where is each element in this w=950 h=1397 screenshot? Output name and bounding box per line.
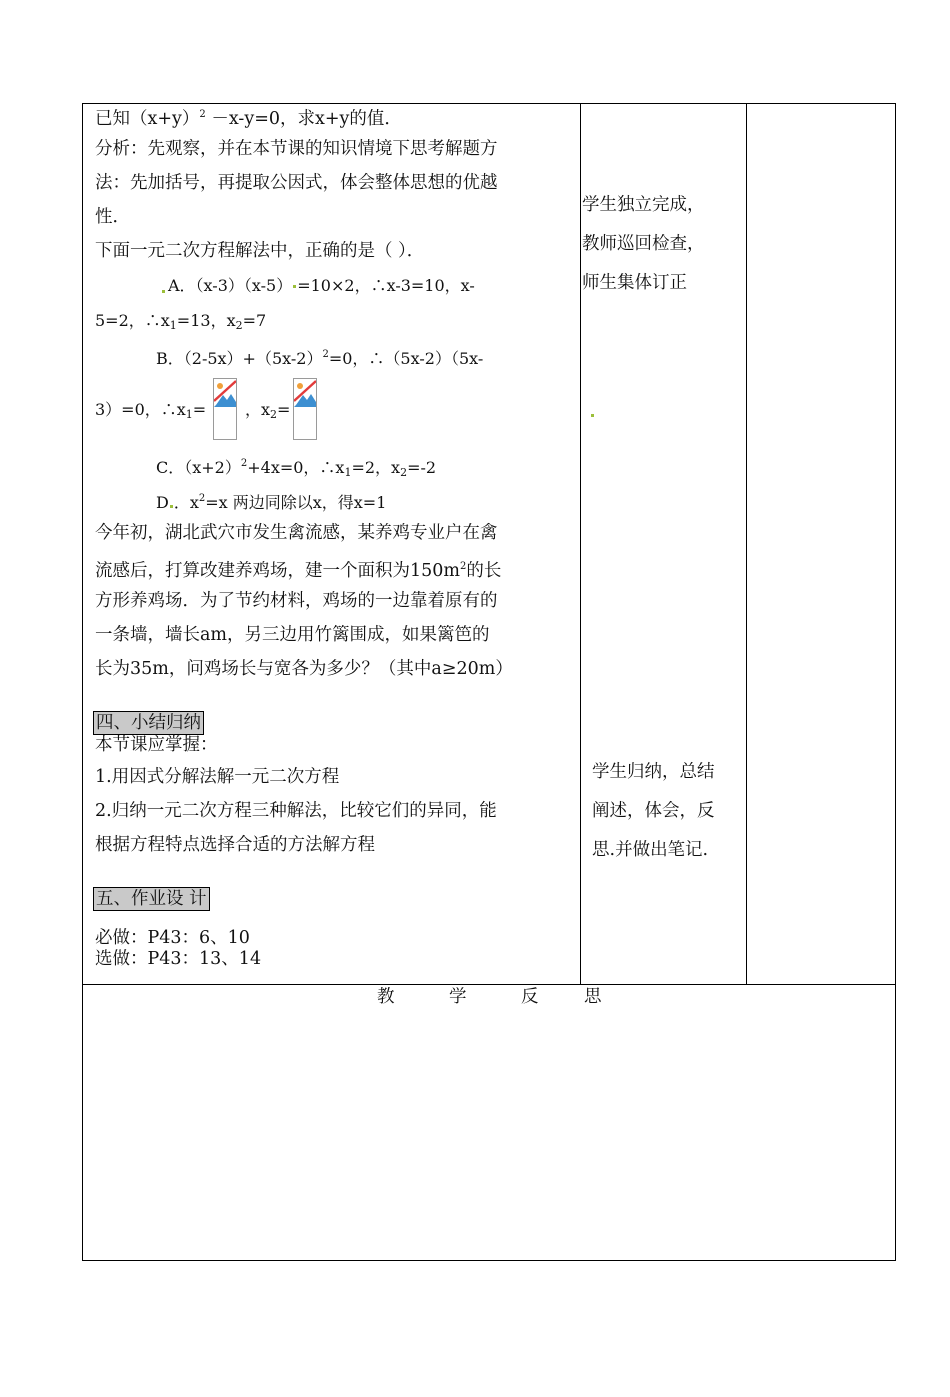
column-divider-1 xyxy=(580,103,581,985)
homework-optional: 选做：P43：13、14 xyxy=(95,949,262,969)
reflection-row-border xyxy=(82,984,896,985)
marker-dot xyxy=(591,414,594,417)
summary-item-3: 根据方程特点选择合适的方法解方程 xyxy=(95,835,375,855)
analysis-line-1: 分析：先观察，并在本节课的知识情境下思考解题方 xyxy=(95,139,498,159)
column-divider-2 xyxy=(746,103,747,985)
reflection-title-char-2: 学 xyxy=(449,987,467,1007)
reflection-title-char-4: 思 xyxy=(584,987,602,1007)
reflection-title-char-3: 反 xyxy=(521,987,539,1007)
option-b-x2-label: ，$x_2=$ xyxy=(245,400,291,421)
broken-image-1 xyxy=(213,378,237,440)
problem-line-5: 长为35m，问鸡场长与宽各为多少？（其中a≥20m） xyxy=(95,659,513,679)
example-line-1: 已知$(x+y)^2 -x-y=0$，求x+y的值． xyxy=(95,109,402,129)
problem-line-2: 流感后，打算改建养鸡场，建一个面积为$150m^2$的长 xyxy=(95,561,502,581)
summary-intro: 本节课应掌握： xyxy=(95,735,218,755)
option-b-line-2: 3）=0，$\therefore x_1=$ xyxy=(95,400,207,421)
broken-image-2 xyxy=(293,378,317,440)
option-b-line-1: B．$(2-5x)+(5x-2)^2=0$，∴（5x-2）（5x- xyxy=(156,349,484,368)
table-left-border xyxy=(82,103,83,1261)
reflection-title-char-1: 教 xyxy=(377,987,395,1007)
practice-activity-line-2: 教师巡回检查， xyxy=(582,234,705,254)
marker-dot xyxy=(162,290,165,293)
problem-line-3: 方形养鸡场．为了节约材料，鸡场的一边靠着原有的 xyxy=(95,591,498,611)
summary-activity-line-1: 学生归纳，总结 xyxy=(592,762,715,782)
practice-activity-line-3: 师生集体订正 xyxy=(582,273,687,293)
summary-item-1: 1.用因式分解法解一元二次方程 xyxy=(95,767,340,787)
homework-required: 必做：P43：6、10 xyxy=(95,928,250,948)
summary-item-2: 2.归纳一元二次方程三种解法，比较它们的异同，能 xyxy=(95,801,497,821)
analysis-line-2: 法：先加括号，再提取公因式，体会整体思想的优越 xyxy=(95,173,498,193)
question-line: 下面一元二次方程解法中，正确的是（ ）． xyxy=(95,241,425,261)
summary-heading: 四、小结归纳 xyxy=(93,711,204,735)
table-right-border xyxy=(895,103,896,1261)
table-bottom-border xyxy=(82,1260,896,1261)
option-d: D ．$x^2=x$ 两边同除以x，得x=1 xyxy=(156,493,387,512)
option-a-line-2: 5=2，$\therefore x_1=13$，$x_2=7$ xyxy=(95,311,267,332)
option-c: C．$(x+2)^2+4x=0$，$\therefore x_1=2$，$x_2=-2$ xyxy=(156,458,437,479)
homework-heading: 五、作业设 计 xyxy=(93,887,210,911)
analysis-line-3: 性． xyxy=(95,207,130,227)
summary-activity-line-3: 思.并做出笔记. xyxy=(592,840,709,860)
problem-line-4: 一条墙，墙长am，另三边用竹篱围成，如果篱笆的 xyxy=(95,625,490,645)
problem-line-1: 今年初，湖北武穴市发生禽流感，某养鸡专业户在禽 xyxy=(95,523,498,543)
summary-activity-line-2: 阐述，体会，反 xyxy=(592,801,715,821)
option-a-line-1: A．（x-3）（x-5） =10×2，∴x-3=10，x- xyxy=(168,276,475,295)
practice-activity-line-1: 学生独立完成， xyxy=(582,195,705,215)
